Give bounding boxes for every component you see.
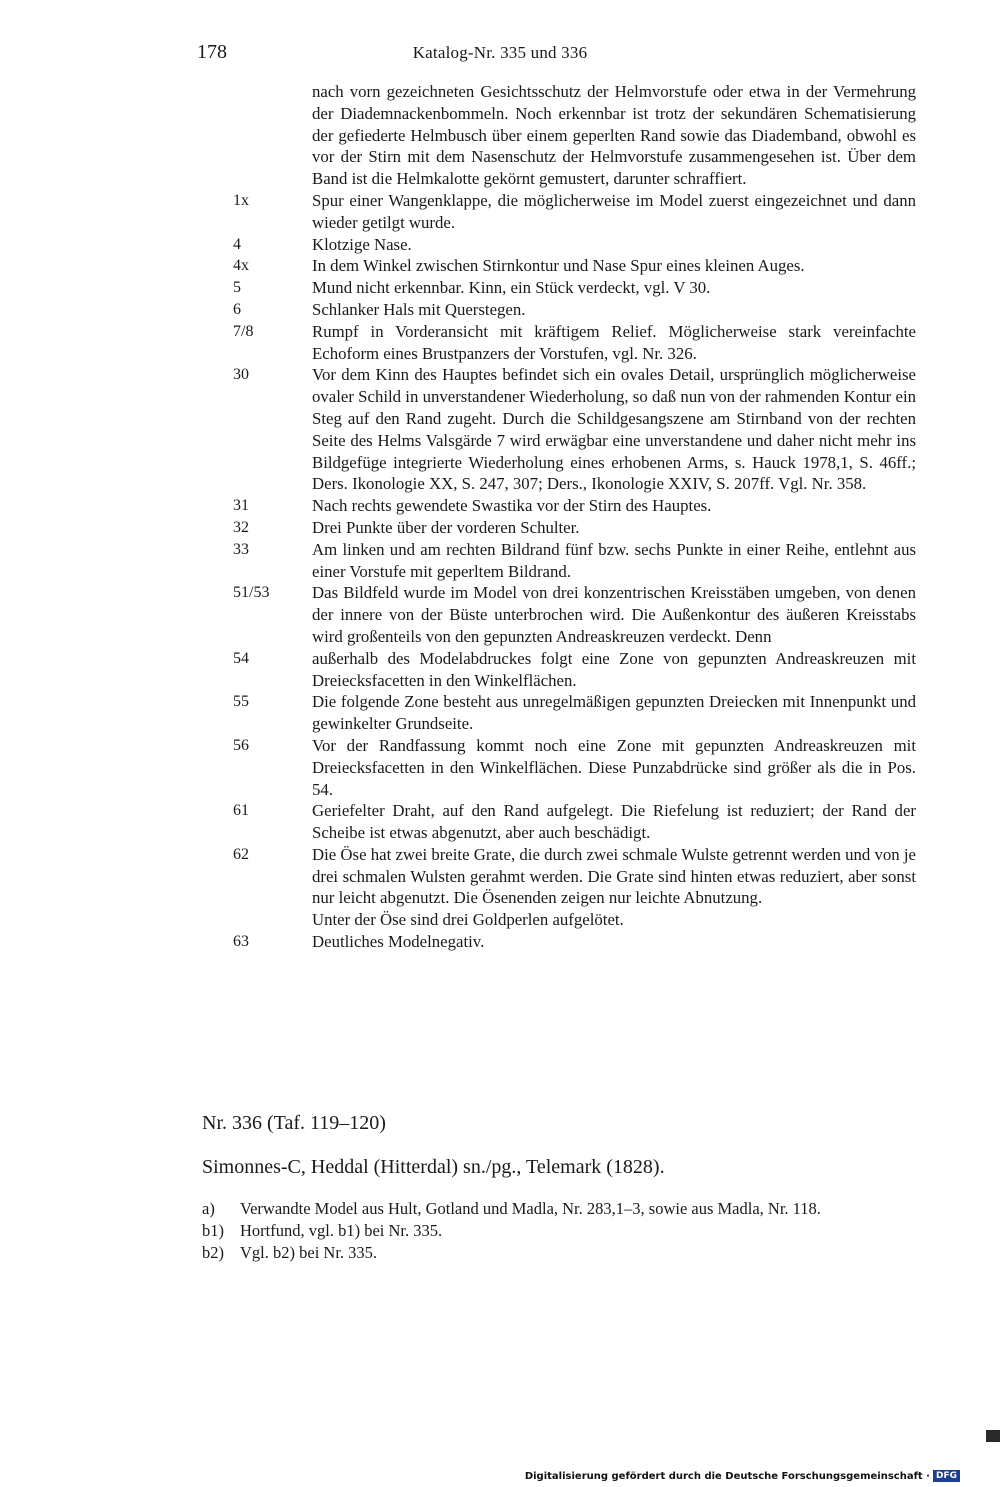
position-number: 54 (233, 649, 249, 667)
catalog-entry (0, 691, 1000, 735)
catalog-entry (0, 931, 1000, 953)
catalog-entry (0, 81, 1000, 190)
entry-text: Die folgende Zone besteht aus unregelmäßigen gepunzten Dreiecken mit Innenpunkt und gewinkelter Grundseite. (312, 692, 916, 734)
note-text: Vgl. b2) bei Nr. 335. (240, 1243, 378, 1262)
position-number: 4x (233, 257, 249, 275)
catalog-entry (0, 277, 1000, 299)
entry-text: Vor dem Kinn des Hauptes befindet sich ein ovales Detail, ursprünglich möglicherweise ovaler Schild in unverstandener Wiederholung, so daß nun von der rahmenden Kontur ein Steg auf den Rand zugeht. Durch die Schildgesangszene am Stirnband von der rechten Seite des Helms Valsgärde 7 wird erwägbar eine unverstandene und daher nicht mehr ins Bildgefüge integrierte Wiederholung eines erhobenen Arms, s. Hauck 1978,1, S. 46ff.; Ders. Ikonologie XX, S. 247, 307; Ders., Ikonologie XXIV, S. 207ff. Vgl. Nr. 358. (312, 365, 916, 494)
entry-text: Nach rechts gewendete Swastika vor der Stirn des Hauptes. (312, 496, 712, 516)
digitization-footer (525, 1470, 960, 1482)
entry-text: nach vorn gezeichneten Gesichtsschutz der Helmvorstufe oder etwa in der Vermehrung der Diademnackenbommeln. Noch erkennbar ist trotz der sekundären Schematisierung der gefiederte Helmbusch über einem geperlten Rand sowie das Diademband, obwohl es vor der Stirn mit dem Nasenschutz der Helmvorstufe zusammengesehen ist. Über dem Band ist die Helmkalotte gekörnt gemustert, darunter schraffiert. (312, 82, 916, 189)
catalog-entry (0, 255, 1000, 277)
position-number: 6 (233, 300, 241, 318)
position-number: 31 (233, 497, 249, 515)
catalog-entry (0, 517, 1000, 539)
note-text: Verwandte Model aus Hult, Gotland und Madla, Nr. 283,1–3, sowie aus Madla, Nr. 118. (240, 1199, 821, 1218)
entry-text: Mund nicht erkennbar. Kinn, ein Stück verdeckt, vgl. V 30. (312, 278, 711, 298)
position-number: 5 (233, 279, 241, 297)
note-label: a) (202, 1199, 215, 1218)
catalog-entry (0, 539, 1000, 583)
catalog-entry (0, 234, 1000, 256)
catalog-entry (0, 800, 1000, 844)
catalog-entry (0, 495, 1000, 517)
catalog-entry (0, 299, 1000, 321)
running-head: Katalog-Nr. 335 und 336 (412, 43, 588, 62)
entry-text: Die Öse hat zwei breite Grate, die durch zwei schmale Wulste getrennt werden und von je drei schmalen Wulsten gerahmt werden. Die Grate sind hinten etwas reduziert, aber sonst nur leicht abgenutzt. Die Ösenenden zeigen nur leichte Abnutzung. (312, 844, 916, 908)
entry-text: Das Bildfeld wurde im Model von drei konzentrischen Kreisstäben umgeben, von denen der innere von der Büste unterbrochen wird. Die Außenkontur des äußeren Kreisstabs wird großenteils von den gepunzten Andreaskreuzen verdeckt. Denn (312, 583, 916, 646)
note-label: b2) (202, 1243, 224, 1262)
page-number: 178 (197, 41, 227, 63)
dfg-logo: DFG (933, 1470, 960, 1482)
entry-text: Klotzige Nase. (312, 234, 412, 254)
position-number: 30 (233, 366, 249, 384)
catalog-entry (0, 364, 1000, 495)
position-number: 51/53 (233, 584, 270, 602)
note-item (202, 1198, 918, 1220)
entry-text: Schlanker Hals mit Querstegen. (312, 299, 526, 319)
entry-text: Deutliches Modelnegativ. (312, 932, 485, 952)
entry-text: Rumpf in Vorderansicht mit kräftigem Relief. Möglicherweise stark vereinfachte Echoform eines Brustpanzers der Vorstufen, vgl. Nr. 326. (312, 321, 916, 363)
catalog-entry (0, 190, 1000, 234)
catalog-entry (0, 909, 1000, 931)
position-number: 32 (233, 518, 249, 536)
position-number: 56 (233, 736, 249, 754)
note-item (202, 1220, 918, 1242)
entry-text: Drei Punkte über der vorderen Schulter. (312, 517, 580, 537)
position-number: 7/8 (233, 322, 254, 340)
catalog-entry (0, 321, 1000, 365)
entry-text: Geriefelter Draht, auf den Rand aufgelegt. Die Riefelung ist reduziert; der Rand der Scheibe ist etwas abgenutzt, aber auch beschädigt. (312, 801, 916, 843)
catalog-number-heading: Nr. 336 (Taf. 119–120) (202, 1112, 386, 1134)
position-number: 33 (233, 540, 249, 558)
entry-text: Unter der Öse sind drei Goldperlen aufgelötet. (312, 910, 624, 930)
footer-text: Digitalisierung gefördert durch die Deutsche Forschungsgemeinschaft · (524, 1470, 930, 1482)
find-location: Simonnes-C, Heddal (Hitterdal) sn./pg., Telemark (1828). (202, 1156, 665, 1178)
position-number: 61 (233, 802, 249, 820)
position-number: 4 (233, 235, 241, 253)
entry-text: Vor der Randfassung kommt noch eine Zone mit gepunzten Andreaskreuzen mit Dreiecksfacetten in den Winkelflächen. Diese Punzabdrücke sind größer als die in Pos. 54. (312, 735, 916, 799)
catalog-entry (0, 844, 1000, 909)
note-label: b1) (202, 1221, 224, 1240)
catalog-entry (0, 582, 1000, 647)
position-number: 55 (233, 693, 249, 711)
notes-list (202, 1198, 918, 1264)
catalog-entry (0, 648, 1000, 692)
entry-text: In dem Winkel zwischen Stirnkontur und Nase Spur eines kleinen Auges. (312, 256, 805, 276)
note-item (202, 1242, 918, 1264)
entry-text: außerhalb des Modelabdruckes folgt eine Zone von gepunzten Andreaskreuzen mit Dreiecksfacetten in den Winkelflächen. (312, 648, 916, 690)
catalog-entry (0, 735, 1000, 800)
position-number: 63 (233, 933, 249, 951)
entry-text: Spur einer Wangenklappe, die möglicherweise im Model zuerst eingezeichnet und dann wieder getilgt wurde. (312, 190, 916, 232)
position-number: 1x (233, 191, 249, 209)
catalog-entries (0, 81, 1000, 953)
position-number: 62 (233, 845, 249, 863)
entry-text: Am linken und am rechten Bildrand fünf bzw. sechs Punkte in einer Reihe, entlehnt aus einer Vorstufe mit geperltem Bildrand. (312, 539, 916, 581)
note-text: Hortfund, vgl. b1) bei Nr. 335. (240, 1221, 443, 1240)
scan-edge-mark (986, 1430, 1000, 1442)
